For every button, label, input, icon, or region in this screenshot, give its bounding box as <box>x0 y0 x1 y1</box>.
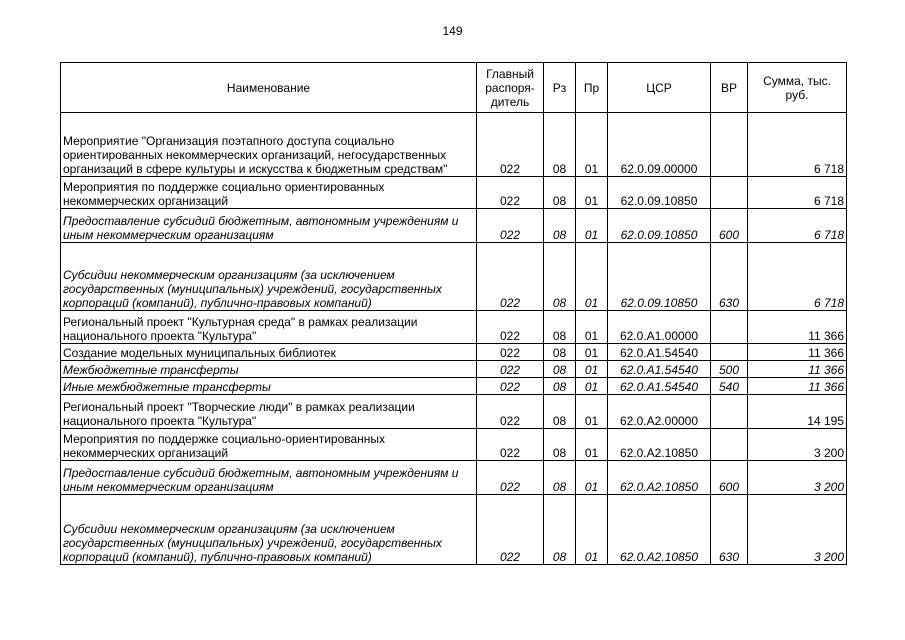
header-name: Наименование <box>61 63 477 113</box>
cell-admin: 022 <box>477 378 544 395</box>
cell-name: Субсидии некоммерческим организациям (за исключением государственных (муниципальных) учреждений, государственных корпораций (компаний), публично-правовых компаний) <box>61 495 477 565</box>
cell-csr: 62.0.A1.54540 <box>608 361 711 378</box>
cell-name: Предоставление субсидий бюджетным, автономным учреждениям и иным некоммерческим организациям <box>61 461 477 495</box>
cell-name: Предоставление субсидий бюджетным, автономным учреждениям и иным некоммерческим организациям <box>61 209 477 243</box>
cell-pr: 01 <box>576 461 608 495</box>
cell-admin: 022 <box>477 429 544 461</box>
cell-csr: 62.0.A2.10850 <box>608 429 711 461</box>
cell-csr: 62.0.A2.00000 <box>608 395 711 429</box>
cell-vr <box>711 429 748 461</box>
table-row <box>61 461 847 495</box>
cell-name: Иные межбюджетные трансферты <box>61 378 477 395</box>
cell-sum: 3 200 <box>748 495 847 565</box>
cell-pr: 01 <box>576 243 608 311</box>
table-row <box>61 429 847 461</box>
cell-vr: 600 <box>711 461 748 495</box>
cell-admin: 022 <box>477 311 544 344</box>
cell-name: Мероприятия по поддержке социально ориентированных некоммерческих организаций <box>61 177 477 209</box>
cell-pr: 01 <box>576 495 608 565</box>
cell-csr: 62.0.A1.00000 <box>608 311 711 344</box>
cell-pr: 01 <box>576 113 608 177</box>
cell-vr: 630 <box>711 495 748 565</box>
cell-pr: 01 <box>576 209 608 243</box>
cell-csr: 62.0.09.10850 <box>608 177 711 209</box>
cell-sum: 14 195 <box>748 395 847 429</box>
cell-rz: 08 <box>544 311 576 344</box>
cell-rz: 08 <box>544 378 576 395</box>
cell-admin: 022 <box>477 177 544 209</box>
cell-csr: 62.0.A1.54540 <box>608 344 711 361</box>
cell-csr: 62.0.A2.10850 <box>608 495 711 565</box>
cell-vr <box>711 344 748 361</box>
cell-pr: 01 <box>576 344 608 361</box>
cell-admin: 022 <box>477 243 544 311</box>
cell-sum: 3 200 <box>748 461 847 495</box>
cell-admin: 022 <box>477 113 544 177</box>
cell-csr: 62.0.09.00000 <box>608 113 711 177</box>
cell-csr: 62.0.A1.54540 <box>608 378 711 395</box>
page-number: 149 <box>442 24 463 38</box>
cell-sum: 6 718 <box>748 113 847 177</box>
cell-admin: 022 <box>477 395 544 429</box>
cell-sum: 11 366 <box>748 378 847 395</box>
cell-name: Мероприятие "Организация поэтапного доступа социально ориентированных некоммерческих организаций, негосударственных организаций в сфере культуры и искусства к бюджетным средствам" <box>61 113 477 177</box>
cell-csr: 62.0.09.10850 <box>608 209 711 243</box>
cell-sum: 11 366 <box>748 344 847 361</box>
table-body <box>61 113 847 565</box>
cell-name: Субсидии некоммерческим организациям (за исключением государственных (муниципальных) учреждений, государственных корпораций (компаний), публично-правовых компаний) <box>61 243 477 311</box>
table-row <box>61 344 847 361</box>
cell-admin: 022 <box>477 495 544 565</box>
cell-name: Межбюджетные трансферты <box>61 361 477 378</box>
cell-vr: 500 <box>711 361 748 378</box>
table-row <box>61 243 847 311</box>
table-header <box>61 63 847 113</box>
cell-vr <box>711 177 748 209</box>
cell-rz: 08 <box>544 395 576 429</box>
cell-csr: 62.0.09.10850 <box>608 243 711 311</box>
cell-rz: 08 <box>544 113 576 177</box>
cell-csr: 62.0.A2.10850 <box>608 461 711 495</box>
header-pr: Пр <box>576 63 608 113</box>
budget-table <box>60 62 847 565</box>
cell-vr <box>711 311 748 344</box>
cell-sum: 3 200 <box>748 429 847 461</box>
cell-rz: 08 <box>544 243 576 311</box>
table-row <box>61 113 847 177</box>
table-row <box>61 495 847 565</box>
cell-pr: 01 <box>576 378 608 395</box>
table-row <box>61 209 847 243</box>
table-row <box>61 177 847 209</box>
table-row <box>61 311 847 344</box>
cell-rz: 08 <box>544 209 576 243</box>
cell-sum: 11 366 <box>748 311 847 344</box>
cell-admin: 022 <box>477 461 544 495</box>
header-vr: ВР <box>711 63 748 113</box>
cell-rz: 08 <box>544 344 576 361</box>
cell-admin: 022 <box>477 344 544 361</box>
cell-name: Создание модельных муниципальных библиотек <box>61 344 477 361</box>
cell-rz: 08 <box>544 461 576 495</box>
cell-pr: 01 <box>576 361 608 378</box>
table-row <box>61 361 847 378</box>
cell-sum: 6 718 <box>748 177 847 209</box>
cell-vr <box>711 395 748 429</box>
cell-vr: 600 <box>711 209 748 243</box>
cell-vr: 630 <box>711 243 748 311</box>
header-admin: Главный распоря-дитель <box>477 63 544 113</box>
cell-name: Региональный проект "Культурная среда" в рамках реализации национального проекта "Культура" <box>61 311 477 344</box>
cell-pr: 01 <box>576 429 608 461</box>
cell-sum: 11 366 <box>748 361 847 378</box>
header-rz: Рз <box>544 63 576 113</box>
cell-rz: 08 <box>544 177 576 209</box>
cell-rz: 08 <box>544 495 576 565</box>
header-csr: ЦСР <box>608 63 711 113</box>
cell-vr: 540 <box>711 378 748 395</box>
table-row <box>61 378 847 395</box>
cell-rz: 08 <box>544 361 576 378</box>
table-row <box>61 395 847 429</box>
cell-pr: 01 <box>576 311 608 344</box>
cell-admin: 022 <box>477 361 544 378</box>
cell-name: Региональный проект "Творческие люди" в рамках реализации национального проекта "Культура" <box>61 395 477 429</box>
header-sum: Сумма, тыс. руб. <box>748 63 847 113</box>
cell-sum: 6 718 <box>748 243 847 311</box>
cell-name: Мероприятия по поддержке социально-ориентированных некоммерческих организаций <box>61 429 477 461</box>
cell-sum: 6 718 <box>748 209 847 243</box>
cell-vr <box>711 113 748 177</box>
cell-pr: 01 <box>576 395 608 429</box>
cell-rz: 08 <box>544 429 576 461</box>
cell-admin: 022 <box>477 209 544 243</box>
cell-pr: 01 <box>576 177 608 209</box>
